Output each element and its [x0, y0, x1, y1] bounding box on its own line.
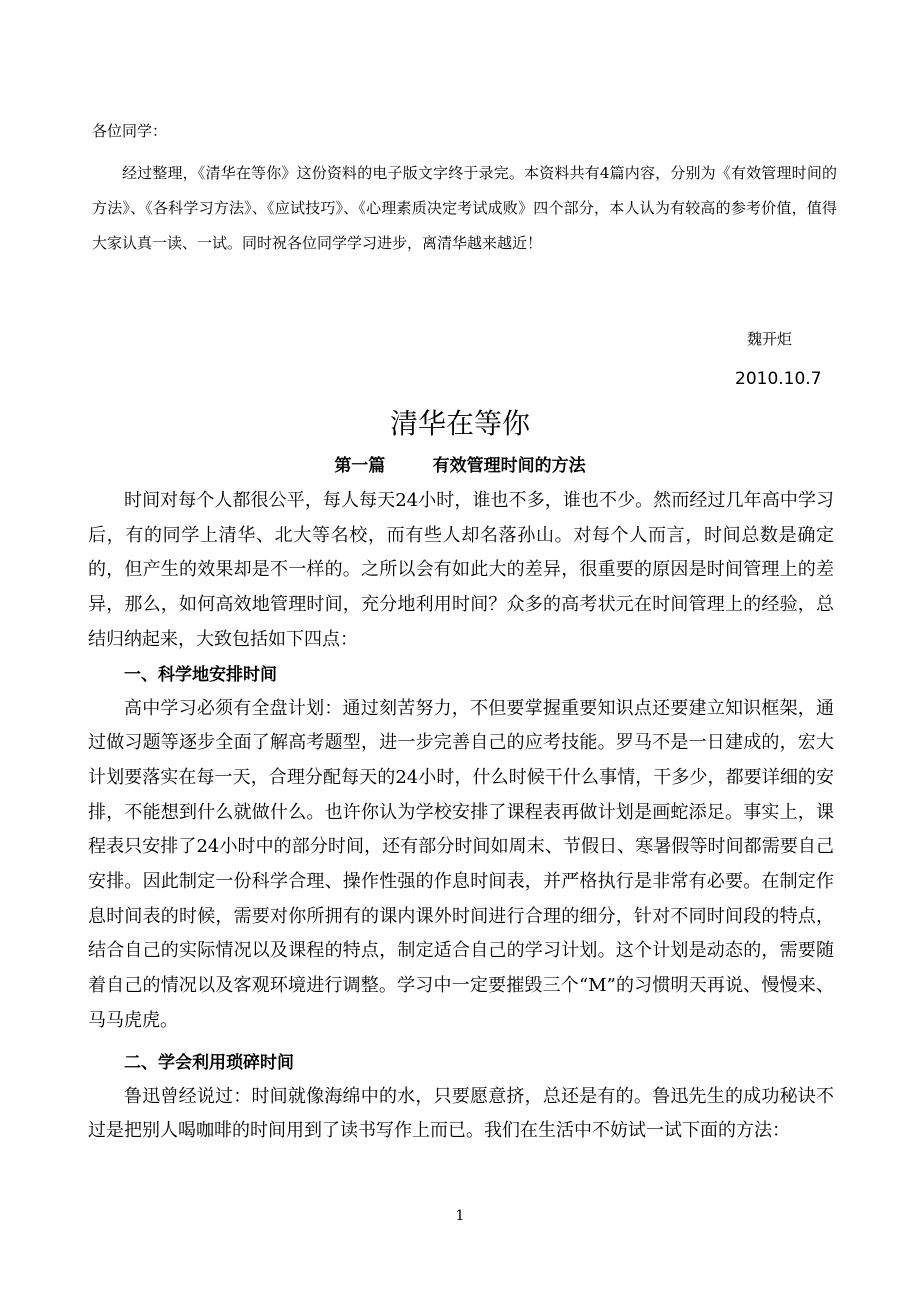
- section-paragraph-1: 高中学习必须有全盘计划：通过刻苦努力，不但要掌握重要知识点还要建立知识框架，通过做习题等逐步全面了解高考题型，进一步完善自己的应考技能。罗马不是一日建成的，宏大计划要落实在每一天，合理分配每天的24小时，什么时候干什么事情，干多少，都要详细的安排，不能想到什么就做什么。也许你认为学校安排了课程表再做计划是画蛇添足。事实上，课程表只安排了24小时中的部分时间，还有部分时间如周末、节假日、寒暑假等时间都需要自己安排。因此制定一份科学合理、操作性强的作息时间表，并严格执行是非常有必要。在制定作息时间表的时候，需要对你所拥有的课内课外时间进行合理的细分，针对不同时间段的特点，结合自己的实际情况以及课程的特点，制定适合自己的学习计划。这个计划是动态的，需要随着自己的情况以及客观环境进行调整。学习中一定要摧毁三个“M”的习惯明天再说、慢慢来、马马虎虎。: [88, 697, 834, 1031]
- letter-greeting: 各位同学：: [92, 122, 168, 140]
- letter-intro-paragraph: 经过整理，《清华在等你》这份资料的电子版文字终于录完。本资料共有4篇内容，分别为《有效管理时间的方法》、《各科学习方法》、《应试技巧》、《心理素质决定考试成败》四个部分，本人认为有较高的参考价值，值得大家认真一读、一试。同时祝各位同学学习进步，离清华越来越近！: [92, 164, 837, 252]
- section-paragraph-2: 鲁迅曾经说过：时间就像海绵中的水，只要愿意挤，总还是有的。鲁迅先生的成功秘诀不过是把别人喝咖啡的时间用到了读书写作上而已。我们在生活中不妨试一试下面的方法：: [88, 1085, 834, 1142]
- document-body: [88, 484, 834, 1149]
- section-heading-1: 一、科学地安排时间: [124, 664, 277, 685]
- section-heading-2: 二、学会利用琐碎时间: [124, 1052, 294, 1073]
- chapter-intro-paragraph: 时间对每个人都很公平，每人每天24小时，谁也不多，谁也不少。然而经过几年高中学习后，有的同学上清华、北大等名校，而有些人却名落孙山。对每个人而言，时间总数是确定的，但产生的效果却是不一样的。之所以会有如此大的差异，很重要的原因是时间管理上的差异，那么，如何高效地管理时间，充分地利用时间？众多的高考状元在时间管理上的经验，总结归纳起来，大致包括如下四点：: [88, 490, 834, 650]
- chapter-heading: 第一篇 有效管理时间的方法: [334, 456, 586, 476]
- letter-date: 2010.10.7: [735, 369, 822, 389]
- page-number: 1: [455, 1208, 465, 1224]
- document-title: 清华在等你: [389, 407, 530, 440]
- letter-signature: 魏开炬: [747, 330, 793, 348]
